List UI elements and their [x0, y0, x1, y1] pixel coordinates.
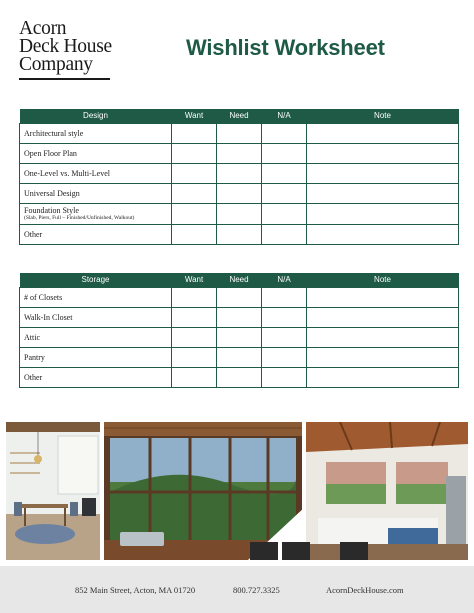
- row-label: Pantry: [20, 347, 172, 367]
- logo-underline: [19, 78, 110, 80]
- table-row: [20, 224, 459, 244]
- note-cell[interactable]: [307, 224, 459, 244]
- row-label-subtext: (Slab, Piers, Full – Finished/Unfinished, Walkout): [24, 214, 135, 221]
- need-cell[interactable]: [217, 367, 262, 387]
- header-note: Note: [307, 109, 459, 123]
- table-row: [20, 203, 459, 224]
- need-cell[interactable]: [217, 307, 262, 327]
- need-cell[interactable]: [217, 203, 262, 224]
- footer-bar: [0, 566, 474, 613]
- note-cell[interactable]: [307, 163, 459, 183]
- footer-address: 852 Main Street, Acton, MA 01720: [75, 585, 196, 595]
- row-label: Open Floor Plan: [20, 143, 172, 163]
- note-cell[interactable]: [307, 143, 459, 163]
- na-cell[interactable]: [262, 123, 307, 143]
- want-cell[interactable]: [172, 163, 217, 183]
- logo-line-1: Acorn: [19, 18, 67, 39]
- row-label: Architectural style: [20, 123, 172, 143]
- need-cell[interactable]: [217, 224, 262, 244]
- header-note: Note: [307, 273, 459, 287]
- table-row: [20, 307, 459, 327]
- want-cell[interactable]: [172, 203, 217, 224]
- design-table: [19, 109, 459, 245]
- na-cell[interactable]: [262, 224, 307, 244]
- na-cell[interactable]: [262, 287, 307, 307]
- na-cell[interactable]: [262, 327, 307, 347]
- need-cell[interactable]: [217, 143, 262, 163]
- header-na: N/A: [262, 273, 307, 287]
- row-label: Other: [20, 224, 172, 244]
- interior-photo-collage: [0, 422, 474, 560]
- need-cell[interactable]: [217, 347, 262, 367]
- na-cell[interactable]: [262, 367, 307, 387]
- header-design: Design: [20, 109, 172, 123]
- storage-table-header: [20, 273, 459, 287]
- want-cell[interactable]: [172, 224, 217, 244]
- table-row: [20, 163, 459, 183]
- header-storage: Storage: [20, 273, 172, 287]
- want-cell[interactable]: [172, 183, 217, 203]
- note-cell[interactable]: [307, 307, 459, 327]
- table-row: [20, 183, 459, 203]
- na-cell[interactable]: [262, 307, 307, 327]
- note-cell[interactable]: [307, 347, 459, 367]
- storage-table: [19, 273, 459, 388]
- row-label: Other: [20, 367, 172, 387]
- row-label: [20, 203, 172, 224]
- table-row: [20, 327, 459, 347]
- want-cell[interactable]: [172, 347, 217, 367]
- design-table-header: [20, 109, 459, 123]
- header-need: Need: [217, 109, 262, 123]
- row-label: One-Level vs. Multi-Level: [20, 163, 172, 183]
- want-cell[interactable]: [172, 307, 217, 327]
- need-cell[interactable]: [217, 287, 262, 307]
- header-want: Want: [172, 273, 217, 287]
- row-label: Walk-In Closet: [20, 307, 172, 327]
- logo-line-2: Deck House: [19, 36, 112, 57]
- need-cell[interactable]: [217, 123, 262, 143]
- footer-website-link[interactable]: AcornDeckHouse.com: [326, 585, 404, 595]
- na-cell[interactable]: [262, 143, 307, 163]
- table-row: [20, 287, 459, 307]
- want-cell[interactable]: [172, 327, 217, 347]
- row-label: # of Closets: [20, 287, 172, 307]
- na-cell[interactable]: [262, 163, 307, 183]
- dining-room-photo: [6, 422, 100, 560]
- want-cell[interactable]: [172, 143, 217, 163]
- logo-line-3: Company: [19, 54, 93, 75]
- note-cell[interactable]: [307, 203, 459, 224]
- note-cell[interactable]: [307, 367, 459, 387]
- header-na: N/A: [262, 109, 307, 123]
- need-cell[interactable]: [217, 327, 262, 347]
- table-row: [20, 347, 459, 367]
- want-cell[interactable]: [172, 287, 217, 307]
- header-want: Want: [172, 109, 217, 123]
- company-logo: [19, 20, 115, 74]
- want-cell[interactable]: [172, 367, 217, 387]
- want-cell[interactable]: [172, 123, 217, 143]
- note-cell[interactable]: [307, 183, 459, 203]
- row-label-main: Foundation Style: [24, 205, 79, 215]
- need-cell[interactable]: [217, 163, 262, 183]
- row-label: Attic: [20, 327, 172, 347]
- row-label: Universal Design: [20, 183, 172, 203]
- na-cell[interactable]: [262, 203, 307, 224]
- table-row: [20, 367, 459, 387]
- na-cell[interactable]: [262, 347, 307, 367]
- table-row: [20, 143, 459, 163]
- note-cell[interactable]: [307, 287, 459, 307]
- na-cell[interactable]: [262, 183, 307, 203]
- need-cell[interactable]: [217, 183, 262, 203]
- note-cell[interactable]: [307, 123, 459, 143]
- page-title: Wishlist Worksheet: [186, 35, 385, 60]
- note-cell[interactable]: [307, 327, 459, 347]
- footer-phone[interactable]: 800.727.3325: [233, 585, 280, 595]
- table-row: [20, 123, 459, 143]
- header-need: Need: [217, 273, 262, 287]
